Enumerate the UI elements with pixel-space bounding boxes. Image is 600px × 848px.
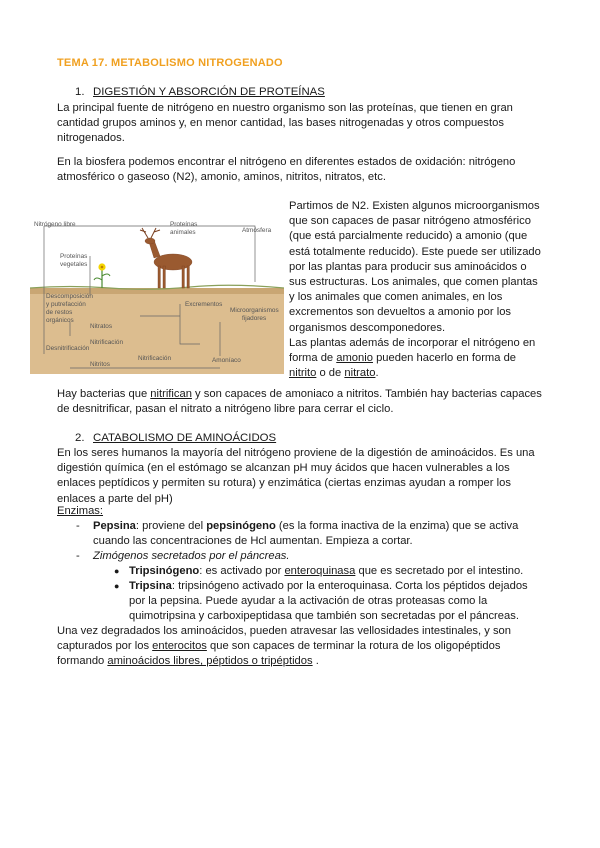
text-line: de desnitrificar, pasan el nitrato a nitrógeno libre para cerrar el ciclo. — [57, 403, 394, 416]
label-descomp1: Descomposición — [46, 293, 93, 300]
label-descomp2: y putrefacción — [46, 301, 86, 308]
label-nitrificacion1: Nitrificación — [90, 339, 124, 346]
text-line: cantidad grupos aminos y, en menor cantidad, las bases nitrogenadas y otros compuestos — [57, 117, 504, 130]
text-line: está totalmente reducido). Este puede ser utilizado — [289, 245, 541, 258]
zimogenos-item: Zimógenos secretados por el páncreas. — [93, 550, 290, 562]
section1-number: 1. — [75, 86, 85, 98]
page-title: TEMA 17. METABOLISMO NITROGENADO — [57, 57, 283, 69]
term-nitrato: nitrato — [344, 367, 376, 380]
text-line: formando aminoácidos libres, péptidos o tripéptidos . — [57, 655, 319, 668]
label-nitrogeno-libre: Nitrógeno libre — [34, 221, 76, 228]
text-line: En la biosfera podemos encontrar el nitrógeno en diferentes estados de oxidación: nitrógeno — [57, 156, 516, 168]
text-line: cuando las concentraciones de Hcl aumentan. Empieza a cortar. — [93, 535, 413, 548]
section1-paragraph3 — [57, 387, 542, 417]
section1-heading: DIGESTIÓN Y ABSORCIÓN DE PROTEÍNAS — [93, 86, 325, 98]
section2-paragraph1 — [57, 446, 535, 507]
text-line: organismos descomponedores. — [289, 321, 446, 334]
text-line: enlaces a parte del pH) — [57, 492, 173, 505]
text-line: atmosférico o gaseoso (N2), amonio, aminos, nitritos, nitratos, etc. — [57, 171, 386, 184]
text-line: por las plantas para producir sus aminoácidos o — [289, 260, 527, 273]
label-proteinas-veg: Proteínas — [60, 253, 88, 260]
text-line: Partimos de N2. Existen algunos microorganismos — [289, 200, 540, 212]
text-line: Pepsina: proviene del pepsinógeno (es la forma inactiva de la enzima) que se activa — [93, 520, 519, 532]
term-aminoacidos-libres: aminoácidos libres, péptidos o tripéptidos — [107, 655, 313, 668]
text-line: por la pepsina. Puede ayudar a la activación de otras proteasas como la — [129, 595, 488, 608]
text-line: forma de amonio pueden hacerlo en forma de — [289, 352, 517, 365]
term-enteroquinasa: enteroquinasa — [284, 565, 356, 577]
label-proteinas: Proteínas — [170, 221, 198, 228]
term-amonio: amonio — [336, 352, 373, 365]
term-tripsinogeno: Tripsinógeno — [129, 565, 200, 577]
text-line: (que está parcialmente reducido) a amonio (que — [289, 230, 528, 243]
pepsina-item — [93, 519, 518, 549]
section2-number: 2. — [75, 432, 85, 444]
text-line: excrementos son devueltos a amonio por los — [289, 306, 512, 319]
text-line: Tripsinógeno: es activado por enteroquinasa que es secretado por el intestino. — [129, 565, 524, 577]
label-animales: animales — [170, 229, 196, 236]
text-line: Las plantas además de incorporar el nitrógeno en — [289, 336, 536, 349]
label-micro2: fijadores — [242, 315, 267, 322]
text-line: En los seres humanos la mayoría del nitrógeno proviene de la digestión de aminoácidos. Es una — [57, 447, 535, 459]
label-nitrificacion2: Nitrificación — [138, 355, 172, 362]
tripsinogeno-item — [129, 564, 523, 579]
dash-marker: - — [76, 550, 80, 562]
label-nitratos: Nitratos — [90, 323, 113, 330]
text-line: Una vez degradados los aminoácidos, pueden atravesar las vellosidades intestinales, y son — [57, 625, 511, 637]
label-atmosfera: Atmósfera — [242, 227, 272, 234]
section2-heading: CATABOLISMO DE AMINOÁCIDOS — [93, 432, 277, 444]
text-line: nitrogenados. — [57, 132, 125, 145]
label-descomp3: de restos — [46, 309, 73, 316]
text-line: Hay bacterias que nitrifican y son capaces de amoniaco a nitritos. También hay bacterias capaces — [57, 388, 542, 400]
enzimas-label: Enzimas: — [57, 505, 104, 517]
term-nitrifican: nitrifican — [150, 388, 192, 400]
bullet-marker: ● — [114, 581, 120, 591]
section2-paragraph2 — [57, 624, 511, 670]
label-descomp4: orgánicos — [46, 317, 74, 324]
text-line: que son capaces de pasar nitrógeno atmosférico — [289, 215, 531, 228]
term-nitrito: nitrito — [289, 367, 317, 380]
tripsina-item — [129, 579, 528, 625]
term-enterocitos: enterocitos — [152, 640, 207, 653]
text-line: capturados por los enterocitos que son capaces de terminar la rotura de los oligopéptidos — [57, 640, 501, 653]
term-pepsinogeno: pepsinógeno — [206, 520, 276, 532]
text-line: quimotripsina y carboxipeptidasa que también son secretadas por el páncreas. — [129, 610, 519, 623]
text-line: nitrito o de nitrato. — [289, 367, 379, 380]
bullet-marker: ● — [114, 566, 120, 576]
text-line: digestión química (en el estómago se alcanzan pH muy ácidos que hacen vulnerables a los — [57, 462, 510, 475]
dash-marker: - — [76, 520, 80, 532]
term-pepsina: Pepsina — [93, 520, 136, 532]
text-line: y los animales que comen animales, en los — [289, 291, 503, 304]
label-micro1: Microorganismos — [230, 307, 279, 314]
section1-paragraph2 — [57, 155, 515, 185]
text-line: enlaces peptídicos y permiten su rotura) y enzimática (ciertas enzimas ayudan a romper los — [57, 477, 511, 490]
label-nitritos: Nitritos — [90, 361, 110, 368]
label-desnitrificacion: Desnitrificación — [46, 345, 90, 352]
label-excrementos: Excrementos — [185, 301, 223, 308]
text-line: La principal fuente de nitrógeno en nuestro organismo son las proteínas, que tienen en gran — [57, 102, 513, 114]
label-vegetales: vegetales — [60, 261, 88, 268]
text-line: Tripsina: tripsinógeno activado por la enteroquinasa. Corta los péptidos dejados — [129, 580, 528, 592]
section1-side-text — [289, 199, 541, 381]
section1-paragraph1 — [57, 101, 513, 147]
label-amoniaco: Amoníaco — [212, 357, 241, 364]
nitrogen-cycle-figure — [30, 196, 284, 374]
text-line: sus estructuras. Los animales, que comen plantas — [289, 276, 538, 289]
term-tripsina: Tripsina — [129, 580, 172, 592]
